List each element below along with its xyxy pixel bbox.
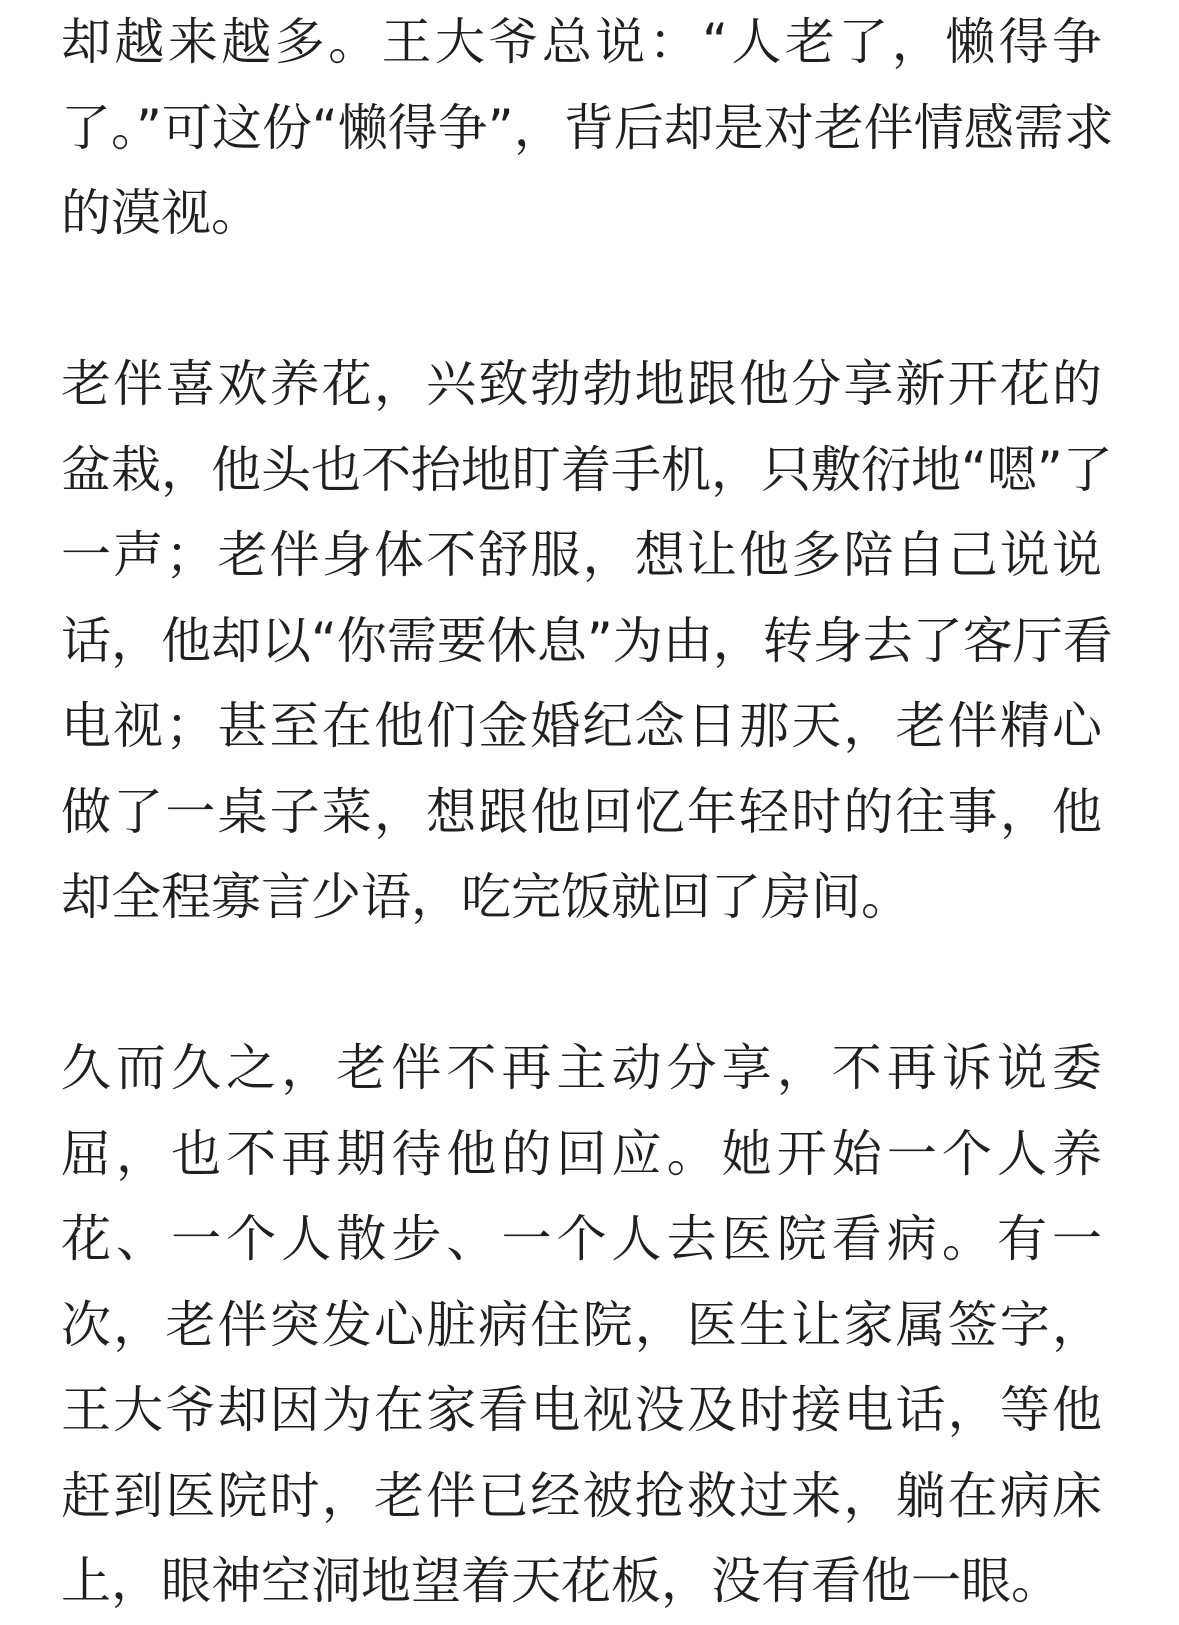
text-line: 花、一个人散步、一个人去医院看病。有一: [61, 1210, 1102, 1268]
paragraph-3: [61, 1026, 1102, 1625]
text-line: 话，他却以“你需要休息”为由，转身去了客厅看: [61, 611, 1113, 670]
article-body: [61, 0, 1114, 1625]
text-line: 一声；老伴身体不舒服，想让他多陪自己说说: [61, 526, 1102, 584]
text-line: 盆栽，他头也不抬地盯着手机，只敷衍地“嗯”了: [61, 440, 1113, 499]
text-line: 做了一桌子菜，想跟他回忆年轻时的往事，他: [61, 782, 1102, 841]
text-line: 王大爷却因为在家看电视没及时接电话，等他: [61, 1381, 1102, 1439]
text-line: 赶到医院时，老伴已经被抢救过来，躺在病床: [61, 1466, 1102, 1525]
paragraph-2: [61, 342, 1113, 941]
text-line: 了。”可这份“懒得争”，背后却是对老伴情感需求: [61, 98, 1114, 157]
text-line: 老伴喜欢养花，兴致勃勃地跟他分享新开花的: [61, 355, 1102, 413]
text-line: 却全程寡言少语，吃完饭就回了房间。: [61, 868, 911, 926]
paragraph-gap: [61, 257, 1102, 343]
text-line: 上，眼神空洞地望着天花板，没有看他一眼。: [61, 1552, 1061, 1610]
text-line: 电视；甚至在他们金婚纪念日那天，老伴精心: [61, 697, 1102, 755]
text-line: 久而久之，老伴不再主动分享，不再诉说委: [61, 1039, 1102, 1097]
text-line: 次，老伴突发心脏病住院，医生让家属签字，: [61, 1295, 1102, 1354]
text-line: 却越来越多。王大爷总说：“人老了，懒得争: [61, 13, 1102, 71]
paragraph-gap: [61, 941, 1102, 1027]
paragraph-1: [61, 0, 1114, 257]
text-line: 的漠视。: [61, 184, 261, 242]
text-line: 屈，也不再期待他的回应。她开始一个人养: [61, 1124, 1102, 1183]
